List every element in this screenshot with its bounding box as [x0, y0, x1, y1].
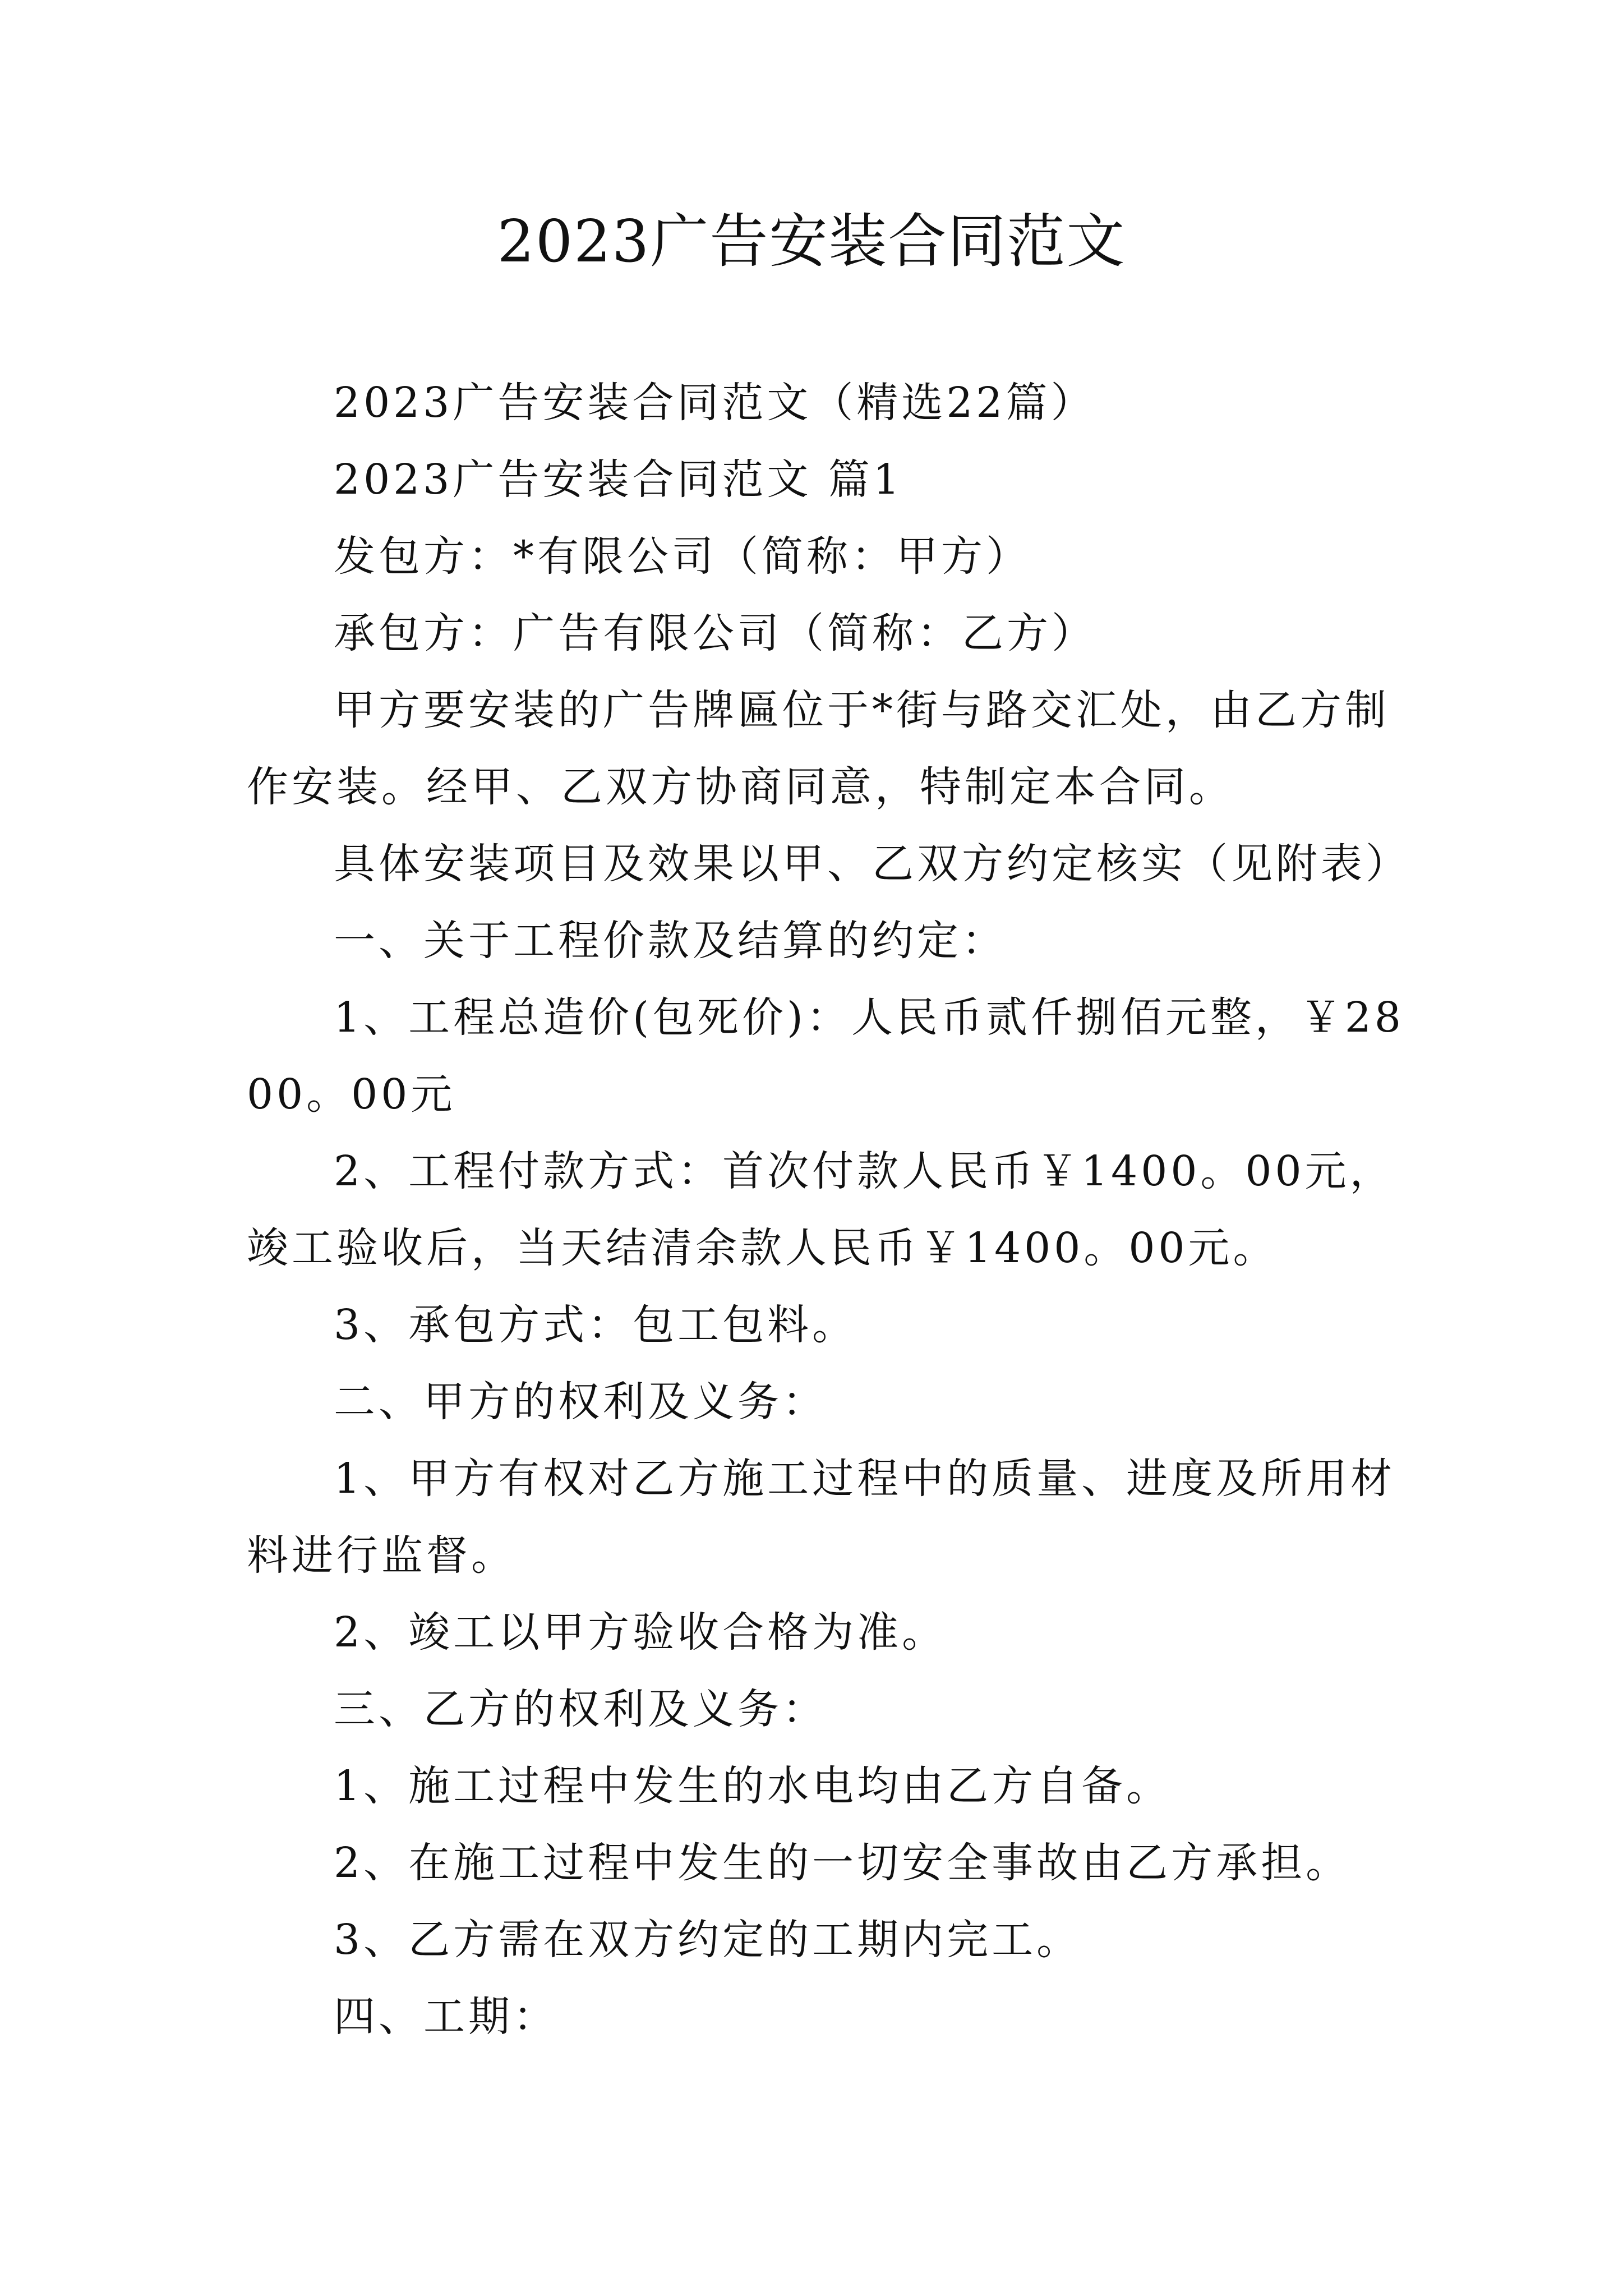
paragraph-party-a-right-2: 2、竣工以甲方验收合格为准。 [334, 1608, 947, 1657]
paragraph-location: 甲方要安装的广告牌匾位于*街与路交汇处，由乙方制作安装。经甲、乙双方协商同意，特制定本合同。 [247, 686, 1390, 811]
document-title: 2023广告安装合同范文 [497, 207, 1126, 275]
paragraph-party-a-right-1: 1、甲方有权对乙方施工过程中的质量、进度及所用材料进行监督。 [247, 1455, 1396, 1580]
paragraph-clause-four-heading: 四、工期： [334, 1993, 558, 2041]
paragraph-party-b-duty-2: 2、在施工过程中发生的一切安全事故由乙方承担。 [334, 1839, 1351, 1887]
paragraph-party-b-duty-3: 3、乙方需在双方约定的工期内完工。 [334, 1916, 1082, 1964]
document-body [247, 365, 1408, 2055]
paragraph-total-cost: 1、工程总造价(包死价)：人民币贰仟捌佰元整，￥2800。00元 [247, 993, 1404, 1119]
paragraph-project-details: 具体安装项目及效果以甲、乙双方约定核实（见附表） [334, 840, 1410, 888]
paragraph-contract-method: 3、承包方式：包工包料。 [334, 1301, 857, 1349]
paragraph-collection-heading: 2023广告安装合同范文（精选22篇） [334, 379, 1096, 427]
paragraph-contractee-party: 承包方：广告有限公司（简称：乙方） [334, 609, 1096, 657]
paragraph-clause-two-heading: 二、甲方的权利及义务： [334, 1378, 827, 1426]
paragraph-party-b-duty-1: 1、施工过程中发生的水电均由乙方自备。 [334, 1762, 1172, 1810]
paragraph-clause-one-heading: 一、关于工程价款及结算的约定： [334, 917, 1007, 965]
paragraph-clause-three-heading: 三、乙方的权利及义务： [334, 1685, 827, 1733]
paragraph-payment-method: 2、工程付款方式：首次付款人民币￥1400。00元，竣工验收后，当天结清余款人民币￥1400。00元。 [247, 1147, 1395, 1272]
paragraph-section-heading: 2023广告安装合同范文 篇1 [334, 455, 903, 504]
paragraph-contractor-party: 发包方：*有限公司（简称：甲方） [334, 532, 1031, 581]
